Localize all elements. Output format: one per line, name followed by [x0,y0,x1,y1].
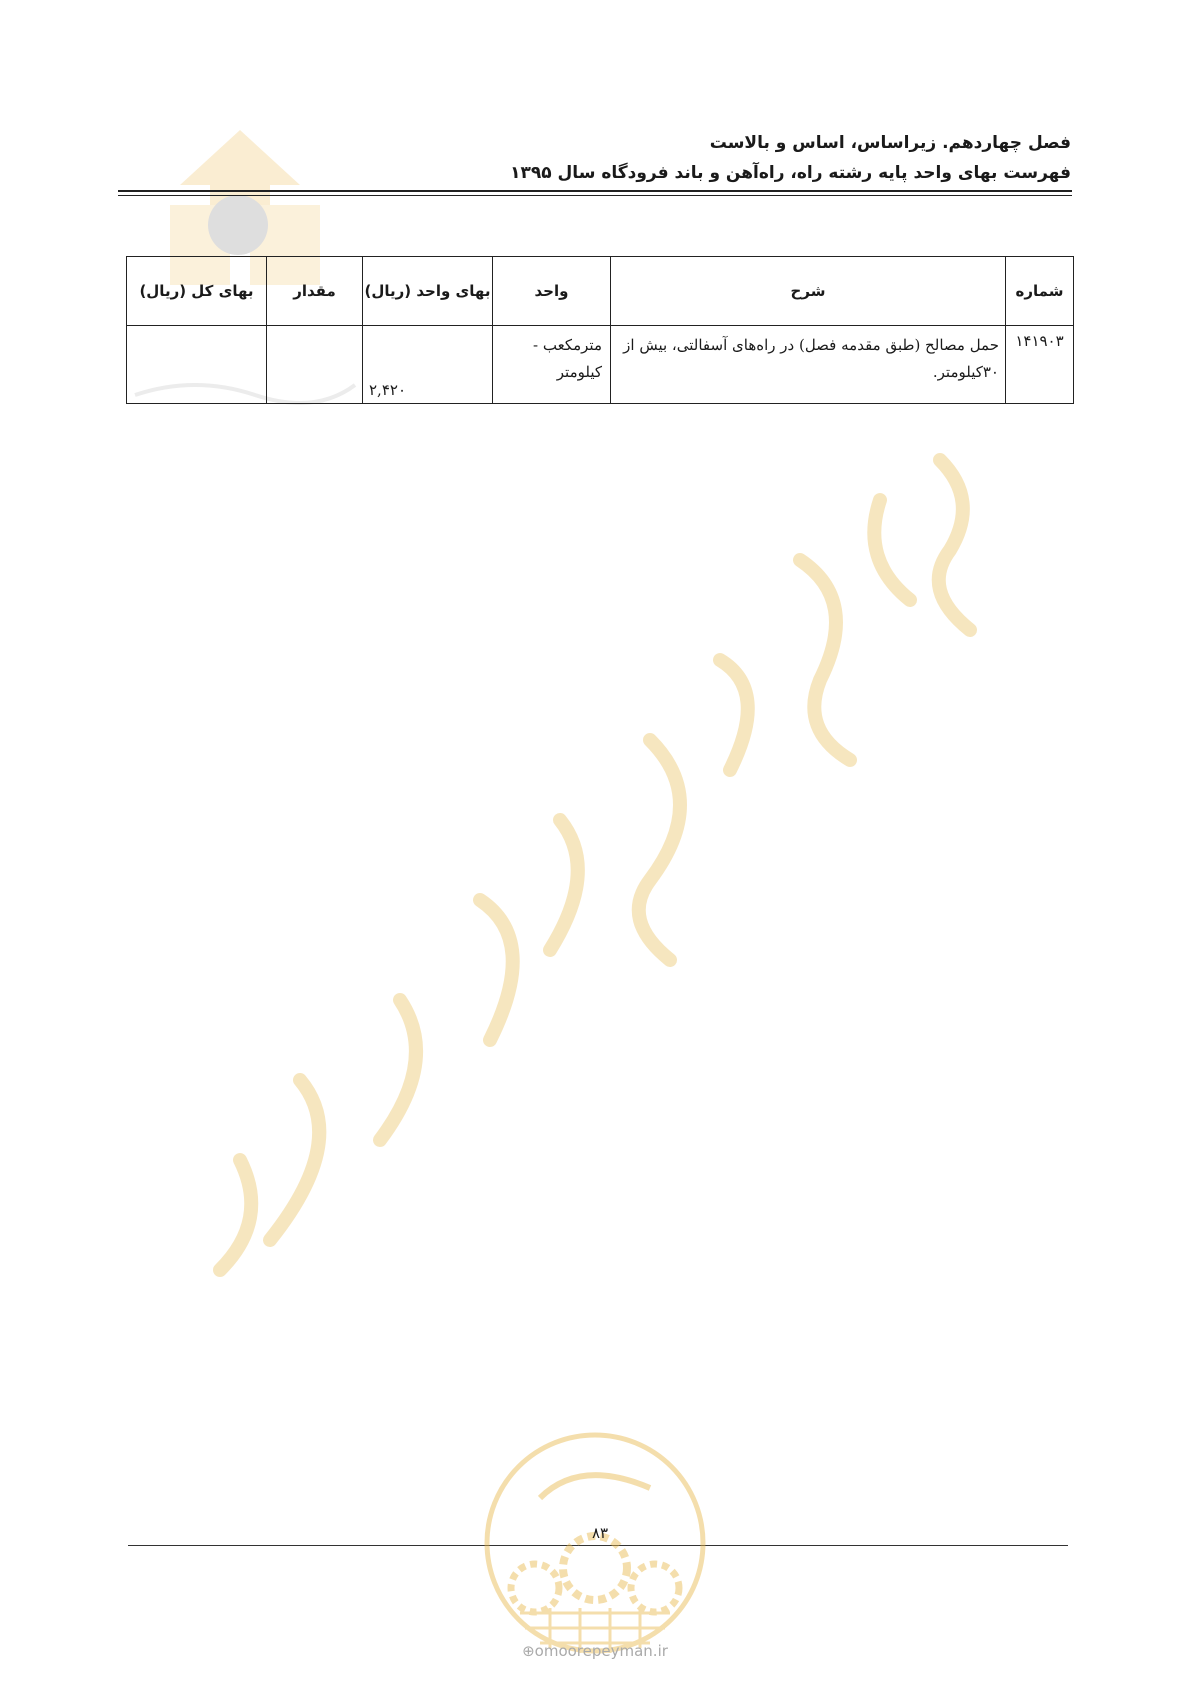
table-row [127,326,1074,404]
website-text: omoorepeyman.ir [534,1642,668,1660]
header-unit: واحد [493,257,611,326]
organization-name-watermark [180,440,1080,1320]
row-unit: مترمکعب - کیلومتر [493,326,611,404]
row-total-price [127,326,267,404]
header-quantity: مقدار [267,257,363,326]
header-description: شرح [611,257,1006,326]
header-unit-price: بهای واحد (ریال) [363,257,493,326]
header-rule-thin [118,195,1072,196]
price-list-title: فهرست بهای واحد پایه رشته راه، راه‌آهن و باند فرودگاه سال ۱۳۹۵ [510,163,1071,183]
row-description: حمل مصالح (طبق مقدمه فصل) در راه‌های آسفالتی، بیش از ۳۰کیلومتر. [611,326,1006,404]
globe-icon: ⊕ [522,1642,535,1660]
price-table [126,256,1074,404]
row-unit-price: ۲,۴۲۰ [363,326,493,404]
page-number: ۸۳ [591,1524,609,1542]
website-watermark [480,1642,710,1660]
page-header [111,128,1071,188]
header-number: شماره [1006,257,1074,326]
row-number: ۱۴۱۹۰۳ [1006,326,1074,404]
header-rule [118,190,1072,192]
header-total-price: بهای کل (ریال) [127,257,267,326]
omoor-peyman-stamp-logo [480,1428,710,1658]
chapter-title: فصل چهاردهم. زیراساس، اساس و بالاست [709,133,1071,153]
row-quantity [267,326,363,404]
table-header-row [127,257,1074,326]
